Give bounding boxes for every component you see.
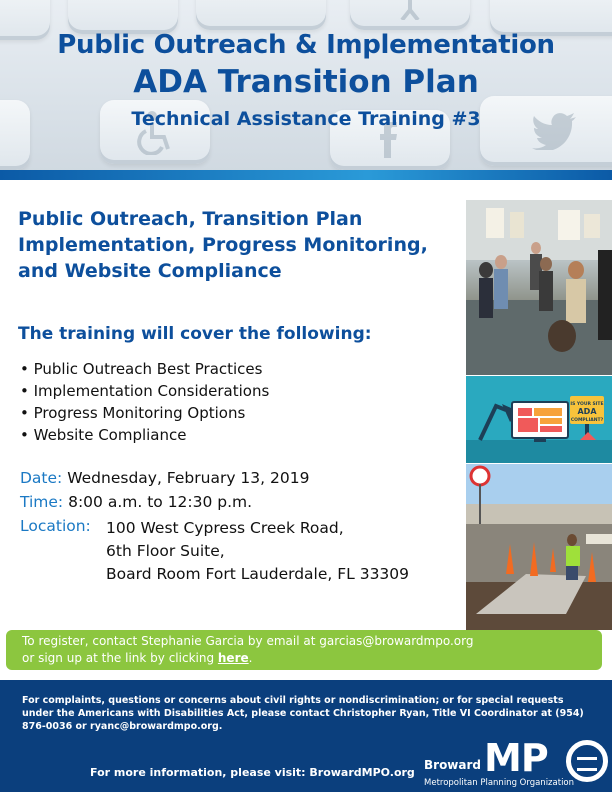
topic-list <box>20 358 269 446</box>
title-line-2: ADA Transition Plan <box>133 64 479 100</box>
register-box <box>6 630 602 670</box>
register-line-2 <box>22 650 586 667</box>
header-divider <box>0 170 612 180</box>
time-label: Time: <box>20 493 64 511</box>
logo-subtitle: Metropolitan Planning Organization <box>424 778 575 788</box>
footer <box>0 680 612 792</box>
register-prefix: or sign up at the link by clicking <box>22 651 218 665</box>
svg-text:COMPLIANT?: COMPLIANT? <box>570 418 604 423</box>
accessibility-icon <box>390 0 430 20</box>
topic-item: • Public Outreach Best Practices <box>20 358 269 380</box>
keyboard-key <box>350 0 470 30</box>
address-line: Board Room Fort Lauderdale, FL 33309 <box>106 565 410 583</box>
date-label: Date: <box>20 469 63 487</box>
keyboard-key <box>196 0 326 30</box>
svg-text:IS YOUR SITE: IS YOUR SITE <box>570 402 604 407</box>
ada-web-compliance-graphic <box>466 376 612 463</box>
sidewalk-construction-photo <box>466 464 612 630</box>
register-here-link[interactable]: here <box>217 651 249 665</box>
date-line <box>20 469 309 487</box>
svg-text:ADA: ADA <box>577 407 597 416</box>
broward-mpo-logo <box>424 736 610 790</box>
time-value: 8:00 a.m. to 12:30 p.m. <box>68 493 253 511</box>
keyboard-key <box>68 0 178 34</box>
meeting-photo <box>466 200 612 375</box>
register-line-1: To register, contact Stephanie Garcia by email at garcias@browardmpo.org <box>22 634 474 648</box>
location-label: Location: <box>20 517 91 535</box>
topic-item: • Progress Monitoring Options <box>20 402 269 424</box>
header-banner <box>0 0 612 180</box>
address-line: 6th Floor Suite, <box>106 542 225 560</box>
logo-o-circle-icon <box>566 740 608 782</box>
training-subtitle: Public Outreach, Transition Plan Implementation, Progress Monitoring, and Website Compliance <box>18 208 428 282</box>
title-line-3: Technical Assistance Training #3 <box>131 108 481 130</box>
keyboard-key <box>480 96 612 166</box>
register-suffix: . <box>248 651 253 665</box>
civil-rights-notice: For complaints, questions or concerns about civil rights or nondiscrimination; or for special requests under the Americans with Disabilities Act, please contact Christopher Ryan, Title VI Coordinator at (954) 876-0036 or ryanc@browardmpo.org. <box>22 695 584 732</box>
location-line <box>20 517 91 535</box>
cover-heading: The training will cover the following: <box>18 324 372 344</box>
more-info-text: For more information, please visit: BrowardMPO.org <box>90 766 415 779</box>
address-line: 100 West Cypress Creek Road, <box>106 519 344 537</box>
time-line <box>20 493 252 511</box>
title-line-1: Public Outreach & Implementation <box>57 30 555 60</box>
logo-mp-letters: MP <box>484 736 548 780</box>
location-address <box>106 517 409 586</box>
logo-broward-text: Broward <box>424 758 481 772</box>
date-value: Wednesday, February 13, 2019 <box>67 469 310 487</box>
topic-item: • Implementation Considerations <box>20 380 269 402</box>
topic-item: • Website Compliance <box>20 424 269 446</box>
